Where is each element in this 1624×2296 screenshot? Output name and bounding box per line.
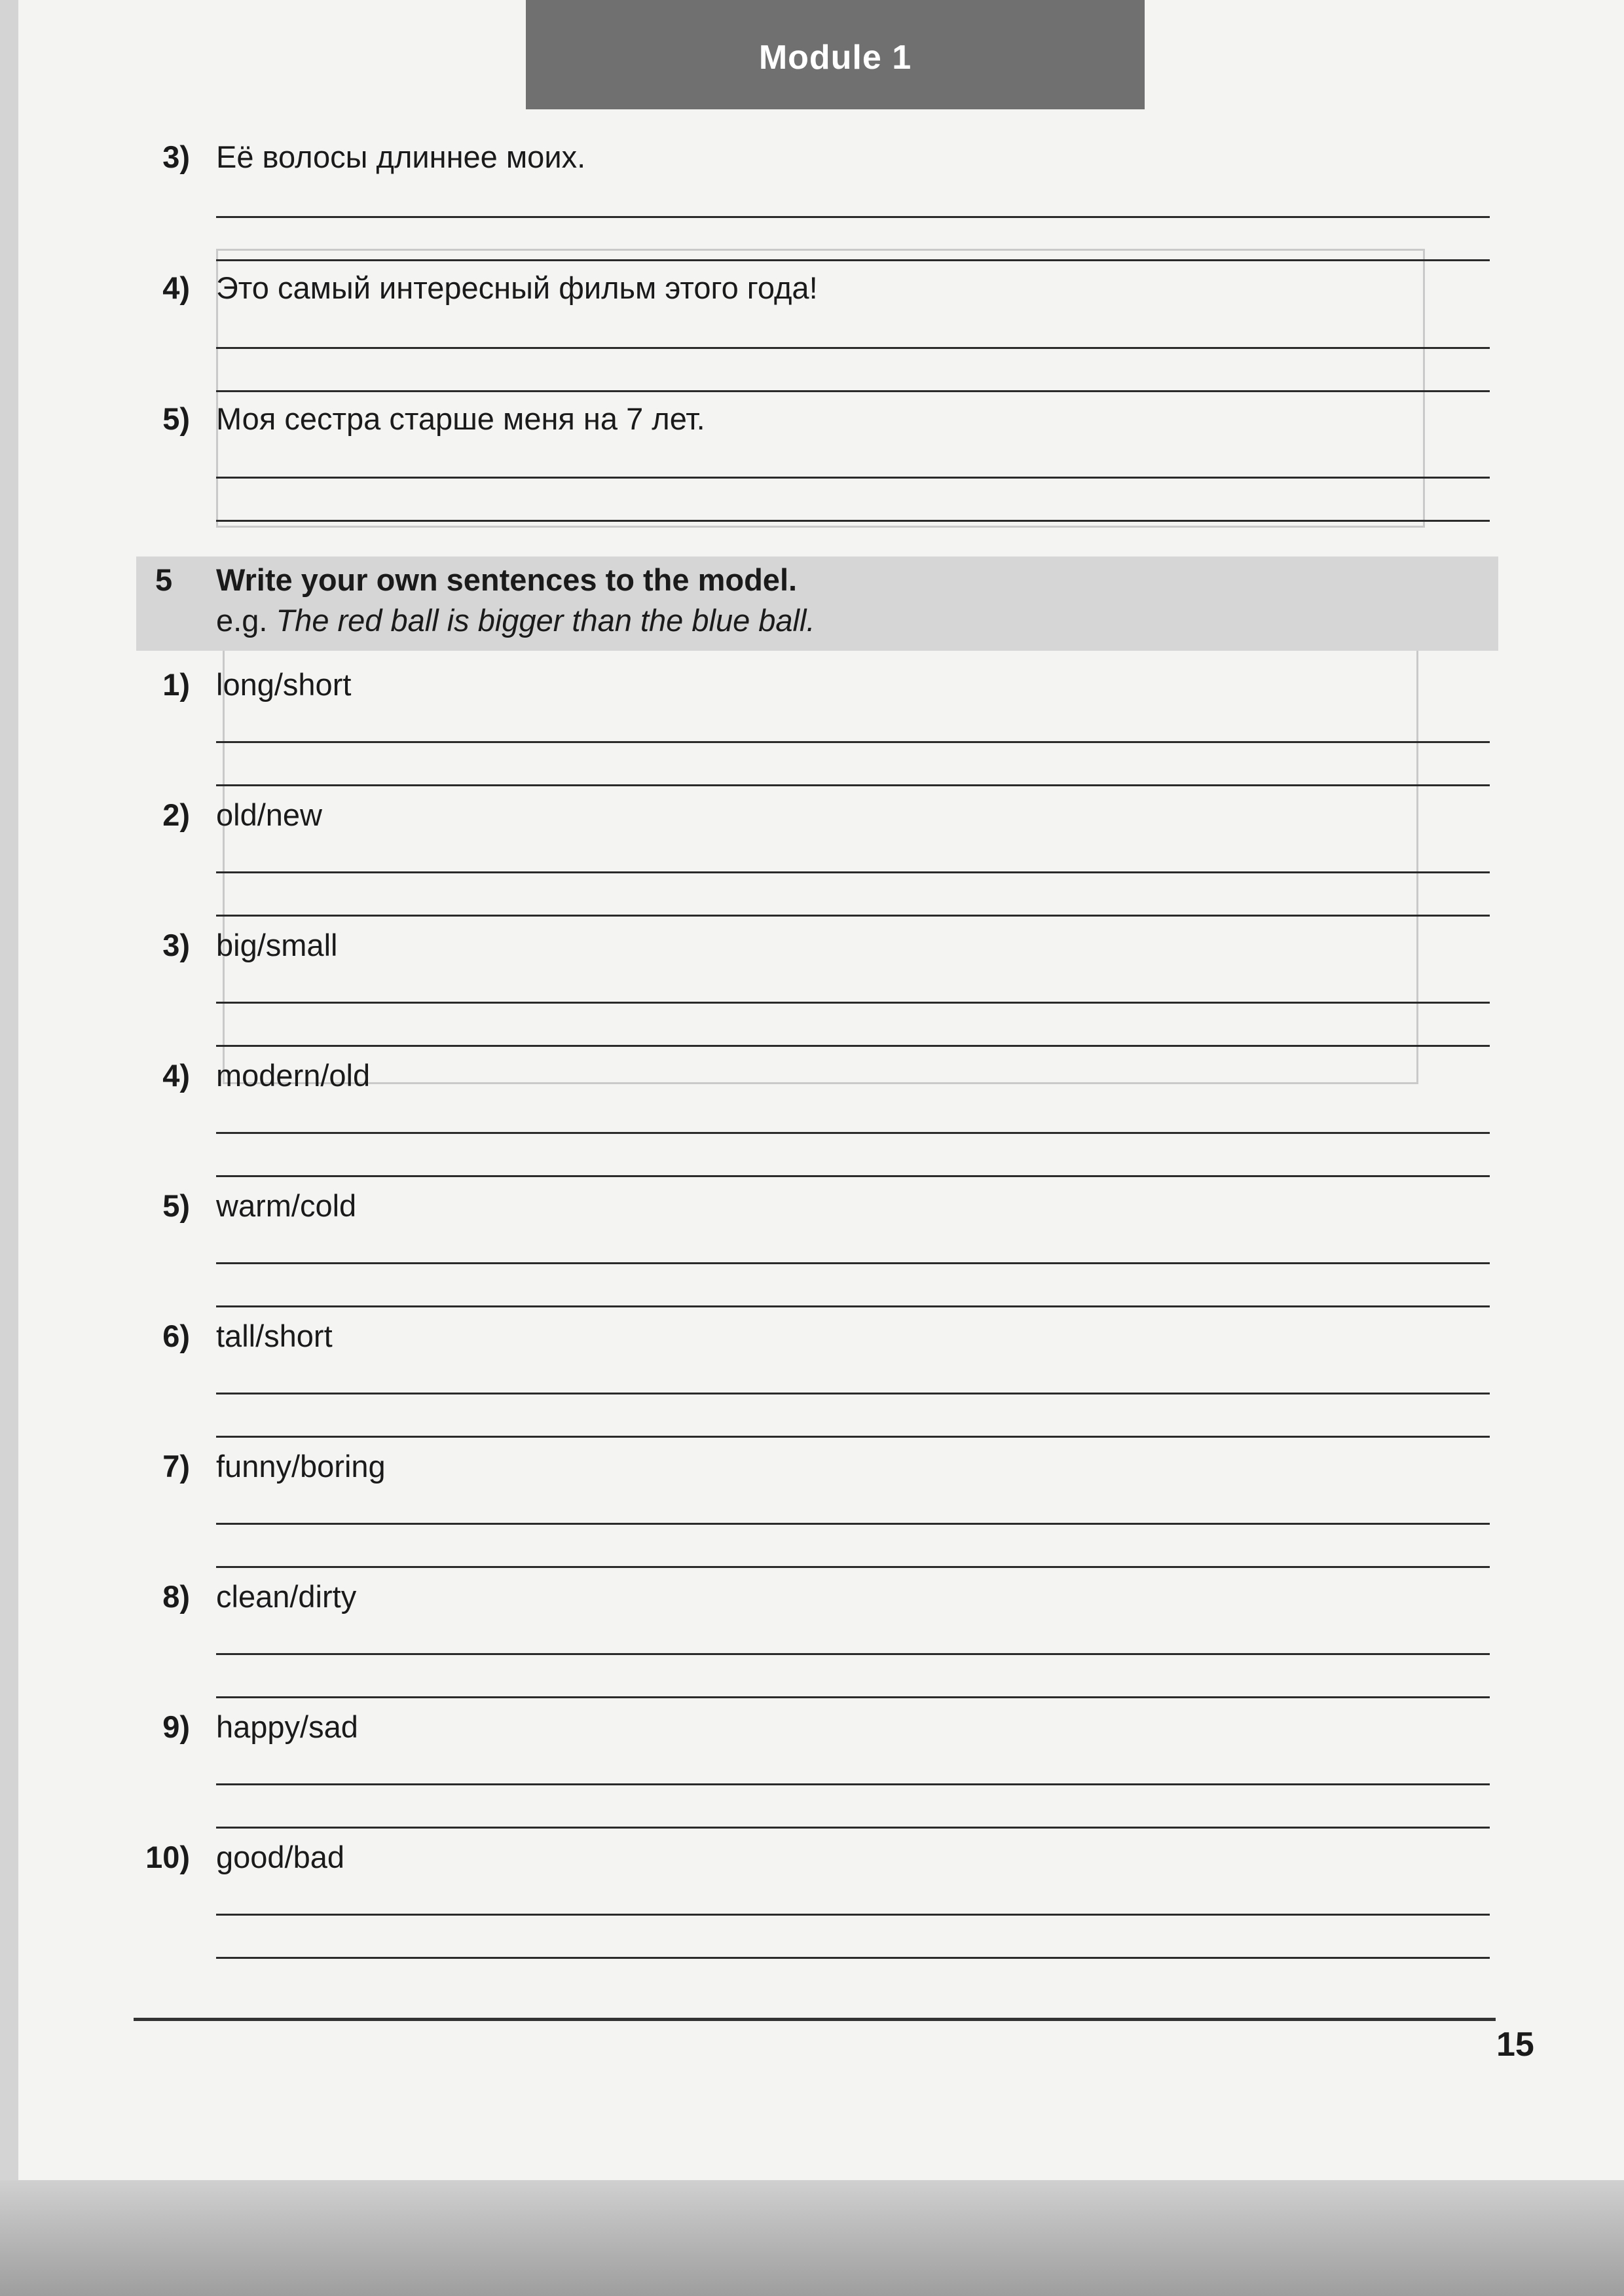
answer-line[interactable] <box>216 1957 1490 1959</box>
answer-line[interactable] <box>216 347 1490 349</box>
exercise-item <box>162 1578 357 1614</box>
answer-line[interactable] <box>216 1175 1490 1177</box>
translation-item <box>162 270 818 306</box>
item-number: 5) <box>162 401 190 436</box>
answer-line[interactable] <box>216 1783 1490 1785</box>
item-number: 4) <box>162 1058 190 1093</box>
item-text: tall/short <box>216 1319 333 1353</box>
task-instruction: Write your own sentences to the model. <box>216 562 798 597</box>
item-number: 6) <box>162 1319 190 1353</box>
item-text: good/bad <box>216 1840 345 1874</box>
answer-line[interactable] <box>216 1653 1490 1655</box>
example-prefix: e.g. <box>216 603 268 638</box>
exercise-item <box>162 1188 357 1224</box>
item-text: clean/dirty <box>216 1579 357 1614</box>
answer-line[interactable] <box>216 1827 1490 1829</box>
answer-line[interactable] <box>216 871 1490 873</box>
item-text: big/small <box>216 928 338 962</box>
task-number: 5 <box>155 562 173 597</box>
scan-bottom-edge <box>0 2180 1624 2296</box>
answer-line[interactable] <box>216 1305 1490 1307</box>
exercise-item <box>162 666 352 702</box>
answer-line[interactable] <box>216 1436 1490 1438</box>
translation-item <box>162 401 705 437</box>
answer-line[interactable] <box>216 216 1490 218</box>
answer-line[interactable] <box>216 741 1490 743</box>
item-text: warm/cold <box>216 1188 357 1223</box>
footer-rule <box>134 2018 1496 2021</box>
module-tab <box>526 0 1145 109</box>
item-number: 7) <box>162 1449 190 1484</box>
item-number: 2) <box>162 797 190 832</box>
answer-line[interactable] <box>216 390 1490 392</box>
item-number: 10) <box>145 1840 190 1874</box>
item-number: 9) <box>162 1709 190 1744</box>
example-sentence: The red ball is bigger than the blue ball. <box>276 603 815 638</box>
item-text: Её волосы длиннее моих. <box>216 139 586 174</box>
answer-line[interactable] <box>216 1914 1490 1916</box>
answer-line[interactable] <box>216 259 1490 261</box>
scan-left-edge <box>0 0 18 2180</box>
item-number: 3) <box>162 139 190 174</box>
page-number: 15 <box>1496 2026 1534 2064</box>
exercise-item <box>145 1839 345 1875</box>
item-text: long/short <box>216 667 352 702</box>
item-number: 5) <box>162 1188 190 1223</box>
translation-item <box>162 139 586 175</box>
task-example <box>216 602 815 638</box>
bleed-table <box>223 622 1418 1084</box>
answer-line[interactable] <box>216 1262 1490 1264</box>
answer-line[interactable] <box>216 1045 1490 1047</box>
exercise-item <box>162 1709 358 1745</box>
exercise-item <box>162 797 322 833</box>
answer-line[interactable] <box>216 1566 1490 1568</box>
item-text: Моя сестра старше меня на 7 лет. <box>216 401 705 436</box>
item-number: 3) <box>162 928 190 962</box>
item-number: 1) <box>162 667 190 702</box>
item-number: 4) <box>162 270 190 305</box>
answer-line[interactable] <box>216 1523 1490 1525</box>
exercise-item <box>162 1448 386 1484</box>
exercise-item <box>162 1057 371 1093</box>
answer-line[interactable] <box>216 1696 1490 1698</box>
item-number: 8) <box>162 1579 190 1614</box>
item-text: old/new <box>216 797 322 832</box>
answer-line[interactable] <box>216 784 1490 786</box>
answer-line[interactable] <box>216 1132 1490 1134</box>
item-text: funny/boring <box>216 1449 386 1484</box>
answer-line[interactable] <box>216 477 1490 479</box>
item-text: modern/old <box>216 1058 371 1093</box>
answer-line[interactable] <box>216 915 1490 917</box>
item-text: Это самый интересный фильм этого года! <box>216 270 818 305</box>
answer-line[interactable] <box>216 520 1490 522</box>
answer-line[interactable] <box>216 1002 1490 1004</box>
exercise-item <box>162 927 338 963</box>
module-title: Module 1 <box>758 38 912 77</box>
exercise-item <box>162 1318 333 1354</box>
answer-line[interactable] <box>216 1393 1490 1394</box>
item-text: happy/sad <box>216 1709 358 1744</box>
